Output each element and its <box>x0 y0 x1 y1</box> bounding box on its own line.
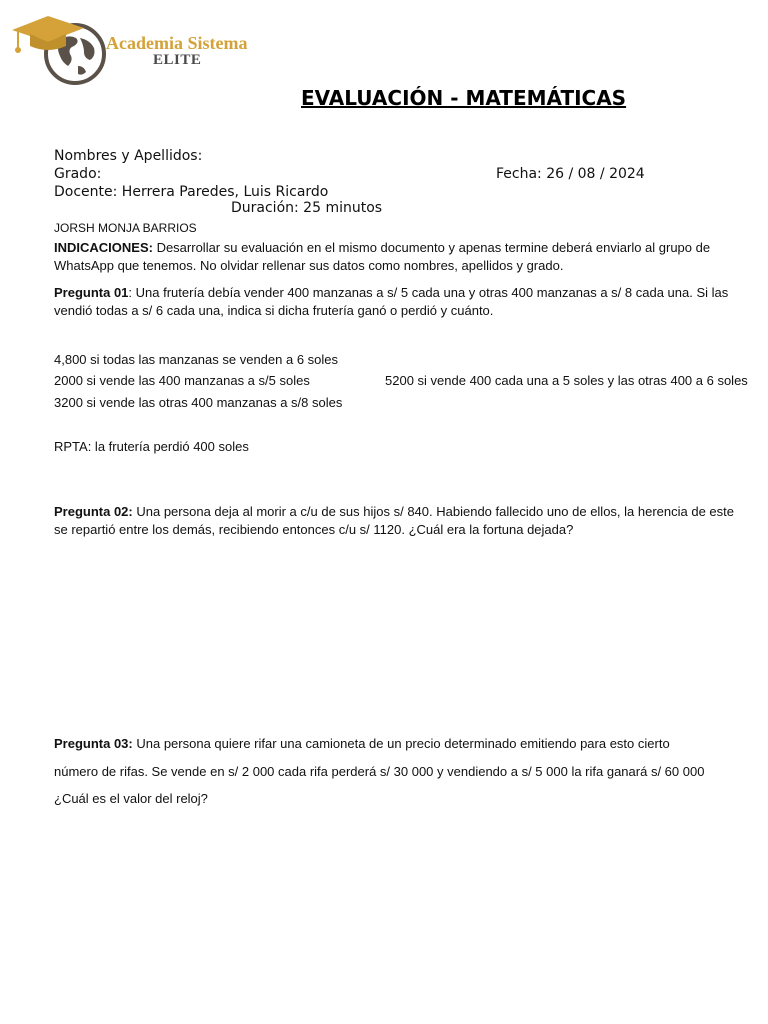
grado-label: Grado: <box>54 166 102 182</box>
q1-work-line-1: 4,800 si todas las manzanas se venden a 6 soles <box>54 352 339 367</box>
docente-text: Docente: Herrera Paredes, Luis Ricardo <box>54 184 329 200</box>
question-3-line-1: Pregunta 03: Una persona quiere rifar una camioneta de un precio determinado emitiendo para esto cierto <box>54 736 670 751</box>
logo-brand-sub: ELITE <box>153 52 202 68</box>
question-1-text: : Una frutería debía vender 400 manzanas a s/ 5 cada una y otras 400 manzanas a s/ 8 cada una. Si las vendió todas a s/ 6 cada una, indica si dicha frutería ganó o perdió y cuánto. <box>54 285 729 318</box>
nombres-label: Nombres y Apellidos: <box>54 148 203 164</box>
question-1-label: Pregunta 01 <box>54 285 129 300</box>
student-name: JORSH MONJA BARRIOS <box>54 221 197 235</box>
page-title: EVALUACIÓN - MATEMÁTICAS <box>301 86 627 110</box>
indicaciones-paragraph <box>54 239 744 275</box>
question-1 <box>54 284 744 320</box>
duracion-text: Duración: 25 minutos <box>231 200 383 216</box>
question-3-line-2: número de rifas. Se vende en s/ 2 000 cada rifa perderá s/ 30 000 y vendiendo a s/ 5 000 la rifa ganará s/ 60 000 <box>54 764 705 779</box>
q1-work-line-2: 2000 si vende las 400 manzanas a s/5 soles <box>54 373 310 388</box>
question-3-label: Pregunta 03: <box>54 736 133 751</box>
q1-work-line-3: 3200 si vende las otras 400 manzanas a s/8 soles <box>54 395 343 410</box>
q1-answer: RPTA: la frutería perdió 400 soles <box>54 439 249 454</box>
logo-brand-name: Academia Sistema <box>106 33 248 53</box>
question-2-text: Una persona deja al morir a c/u de sus hijos s/ 840. Habiendo fallecido uno de ellos, la herencia de este se repartió entre los demás, recibiendo entonces c/u s/ 1120. ¿Cuál era la fortuna dejada? <box>54 504 735 537</box>
indicaciones-text: Desarrollar su evaluación en el mismo documento y apenas termine deberá enviarlo al grupo de WhatsApp que tenemos. No olvidar rellenar sus datos como nombres, apellidos y grado. <box>54 240 711 273</box>
question-3-line-3: ¿Cuál es el valor del reloj? <box>54 791 208 806</box>
question-2 <box>54 503 744 539</box>
q1-work-line-2-right: 5200 si vende 400 cada una a 5 soles y las otras 400 a 6 soles <box>385 373 748 388</box>
indicaciones-label: INDICACIONES: <box>54 240 153 255</box>
question-2-label: Pregunta 02: <box>54 504 133 519</box>
fecha-text: Fecha: 26 / 08 / 2024 <box>496 166 645 182</box>
